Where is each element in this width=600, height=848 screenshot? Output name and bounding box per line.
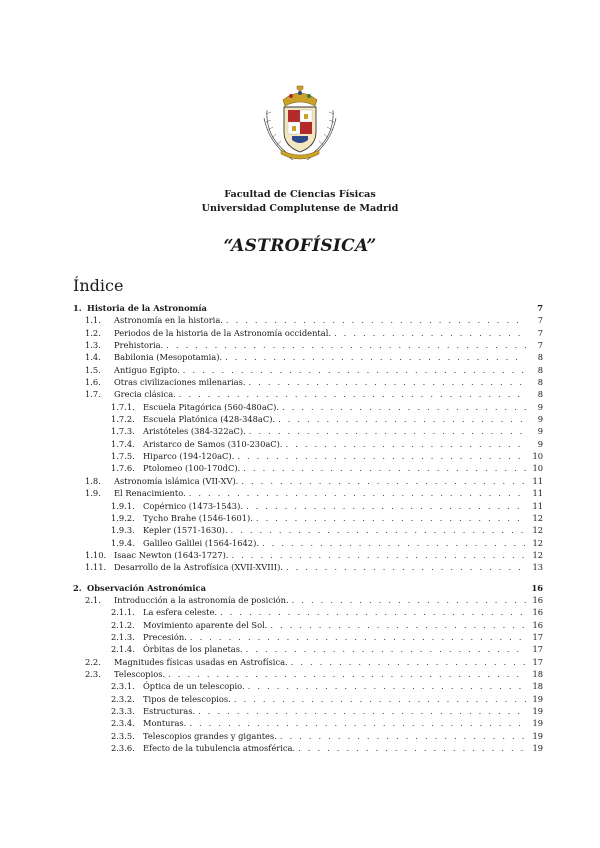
university-crest-icon	[261, 80, 339, 166]
toc-entry-number: 1.	[73, 303, 82, 313]
dot-leader	[249, 425, 526, 437]
dot-leader	[278, 413, 526, 425]
toc-entry-title: Observación Astronómica	[87, 582, 206, 593]
toc-entry-page: 12	[532, 525, 543, 536]
toc-entry-page: 19	[532, 743, 543, 754]
toc-entry-page: 7	[537, 327, 543, 338]
toc-entry-title: Prehistoria.	[114, 340, 164, 351]
toc-entry-number: 1.7.2.	[111, 414, 135, 425]
toc-entry-title: Grecia clásica.	[114, 389, 176, 400]
toc-entry-number: 1.7.	[85, 389, 101, 400]
toc-entry-title: Desarrollo de la Astrofísica (XVII-XVIII).	[114, 562, 283, 573]
table-of-contents	[73, 302, 543, 754]
university-name: Universidad Complutense de Madrid	[201, 203, 399, 214]
toc-entry-number: 1.9.	[85, 488, 101, 499]
toc-entry-page: 17	[532, 656, 543, 667]
toc-entry[interactable]	[73, 376, 543, 388]
dot-leader	[286, 561, 526, 573]
toc-entry[interactable]	[73, 705, 543, 717]
toc-entry-number: 1.9.2.	[111, 512, 135, 523]
toc-entry[interactable]	[73, 717, 543, 729]
toc-entry[interactable]	[73, 475, 543, 487]
toc-entry[interactable]	[73, 388, 543, 400]
toc-entry[interactable]	[73, 351, 543, 363]
dot-leader	[292, 594, 526, 606]
dot-leader	[237, 450, 526, 462]
dot-leader	[234, 693, 526, 705]
toc-entry[interactable]	[73, 450, 543, 462]
toc-entry-page: 17	[532, 644, 543, 655]
toc-entry-page: 9	[537, 438, 543, 449]
toc-entry-page: 9	[537, 414, 543, 425]
dot-leader	[189, 717, 526, 729]
toc-entry-number: 2.1.2.	[111, 619, 135, 630]
toc-entry-page: 7	[537, 303, 543, 313]
toc-entry[interactable]	[73, 401, 543, 413]
toc-entry-title: Hiparco (194-120aC).	[143, 451, 235, 462]
toc-chapter-entry[interactable]	[73, 582, 543, 594]
toc-entry-title: La esfera celeste.	[143, 607, 218, 618]
dot-leader	[248, 680, 526, 692]
toc-entry-title: Copérnico (1473-1543).	[143, 500, 243, 511]
toc-entry-page: 16	[532, 594, 543, 605]
toc-entry-number: 1.11.	[85, 562, 107, 573]
toc-entry-title: Kepler (1571-1630).	[143, 525, 228, 536]
toc-entry[interactable]	[73, 730, 543, 742]
toc-entry-number: 2.3.6.	[111, 743, 135, 754]
toc-entry[interactable]	[73, 549, 543, 561]
toc-chapter-entry[interactable]	[73, 302, 543, 314]
toc-entry-title: Antiguo Egipto.	[114, 364, 180, 375]
index-heading: Índice	[73, 276, 124, 295]
toc-entry-page: 11	[532, 500, 543, 511]
toc-entry-title: Escuela Platónica (428-348aC).	[143, 414, 276, 425]
toc-entry-page: 16	[532, 619, 543, 630]
toc-entry-number: 1.7.3.	[111, 426, 135, 437]
toc-entry-title: Introducción a la astronomía de posición.	[114, 594, 289, 605]
toc-entry-title: Aristarco de Samos (310-230aC).	[143, 438, 283, 449]
toc-entry-title: Otras civilizaciones milenarias.	[114, 377, 246, 388]
toc-entry[interactable]	[73, 631, 543, 643]
dot-leader	[220, 606, 526, 618]
dot-leader	[282, 401, 526, 413]
dot-leader	[256, 512, 526, 524]
toc-entry-title: Telescopios.	[114, 668, 166, 679]
toc-entry-number: 1.9.1.	[111, 500, 135, 511]
toc-entry-number: 2.3.2.	[111, 693, 135, 704]
dot-leader	[243, 462, 526, 474]
toc-entry-page: 8	[537, 389, 543, 400]
dot-leader	[262, 537, 526, 549]
toc-entry-page: 18	[532, 681, 543, 692]
toc-entry-page: 12	[532, 537, 543, 548]
toc-entry-page: 19	[532, 718, 543, 729]
toc-entry-number: 1.5.	[85, 364, 101, 375]
toc-entry-page: 18	[532, 668, 543, 679]
toc-entry-number: 2.1.3.	[111, 631, 135, 642]
dot-leader	[190, 631, 526, 643]
toc-entry-title: Periodos de la historia de la Astronomía occidental.	[114, 327, 331, 338]
toc-entry-page: 7	[537, 315, 543, 326]
toc-entry-number: 2.1.	[85, 594, 101, 605]
toc-entry[interactable]	[73, 462, 543, 474]
toc-entry-page: 8	[537, 352, 543, 363]
toc-entry-title: Ptolomeo (100-170dC).	[143, 463, 241, 474]
toc-entry-number: 2.3.	[85, 668, 101, 679]
toc-entry-title: Aristóteles (384-322aC).	[143, 426, 246, 437]
toc-entry[interactable]	[73, 500, 543, 512]
toc-entry[interactable]	[73, 742, 543, 754]
dot-leader	[166, 339, 526, 351]
toc-entry-page: 17	[532, 631, 543, 642]
toc-entry[interactable]	[73, 487, 543, 499]
toc-entry-page: 11	[532, 488, 543, 499]
toc-entry-page: 12	[532, 549, 543, 560]
toc-entry-page: 12	[532, 512, 543, 523]
toc-entry-number: 2.1.4.	[111, 644, 135, 655]
toc-entry-title: Galileo Galilei (1564-1642).	[143, 537, 259, 548]
dot-leader	[189, 487, 526, 499]
faculty-name: Facultad de Ciencias Físicas	[224, 189, 376, 200]
toc-entry[interactable]	[73, 594, 543, 606]
toc-entry-page: 7	[537, 340, 543, 351]
dot-leader	[298, 742, 526, 754]
toc-entry[interactable]	[73, 537, 543, 549]
toc-entry-title: Isaac Newton (1643-1727).	[114, 549, 229, 560]
dot-leader	[334, 327, 526, 339]
toc-entry-page: 8	[537, 364, 543, 375]
toc-entry-number: 1.1.	[85, 315, 101, 326]
dot-leader	[231, 549, 526, 561]
toc-entry-number: 1.7.1.	[111, 401, 135, 412]
toc-entry-number: 1.7.5.	[111, 451, 135, 462]
dot-leader	[286, 438, 526, 450]
toc-entry-title: Óptica de un telescopio.	[143, 681, 245, 692]
toc-entry-number: 1.10.	[85, 549, 107, 560]
toc-entry-title: Monturas.	[143, 718, 187, 729]
toc-entry-title: Tycho Brahe (1546-1601).	[143, 512, 253, 523]
toc-entry-page: 19	[532, 706, 543, 716]
toc-entry-number: 1.9.4.	[111, 537, 135, 548]
dot-leader	[246, 500, 526, 512]
toc-entry-title: El Renacimiento.	[114, 488, 186, 499]
toc-entry-title: Telescopios grandes y gigantes.	[143, 730, 277, 741]
toc-entry[interactable]	[73, 643, 543, 655]
institution-header	[0, 188, 600, 216]
toc-entry-number: 1.4.	[85, 352, 101, 363]
toc-entry-number: 1.8.	[85, 475, 101, 486]
toc-entry-page: 19	[532, 693, 543, 704]
toc-entry-number: 1.7.6.	[111, 463, 135, 474]
toc-entry[interactable]	[73, 327, 543, 339]
toc-entry-number: 2.3.4.	[111, 718, 135, 729]
toc-entry[interactable]	[73, 606, 543, 618]
dot-leader	[168, 668, 526, 680]
toc-entry-page: 10	[532, 463, 543, 474]
toc-entry-number: 1.7.4.	[111, 438, 135, 449]
toc-entry-number: 2.1.1.	[111, 607, 135, 618]
toc-entry-number: 2.3.5.	[111, 730, 135, 741]
toc-entry-number: 1.2.	[85, 327, 101, 338]
dot-leader	[249, 376, 527, 388]
dot-leader	[198, 705, 526, 717]
toc-entry-number: 1.3.	[85, 340, 101, 351]
toc-entry-page: 8	[537, 377, 543, 388]
toc-entry-title: Astronomía islámica (VII-XV).	[114, 475, 239, 486]
dot-leader	[280, 730, 526, 742]
toc-entry[interactable]	[73, 314, 543, 326]
toc-entry-page: 9	[537, 401, 543, 412]
toc-entry-title: Precesión.	[143, 631, 187, 642]
toc-entry[interactable]	[73, 438, 543, 450]
toc-entry-number: 2.2.	[85, 656, 101, 667]
toc-entry[interactable]	[73, 339, 543, 351]
toc-entry[interactable]	[73, 561, 543, 573]
dot-leader	[179, 388, 526, 400]
toc-entry[interactable]	[73, 619, 543, 631]
toc-entry-title: Órbitas de los planetas.	[143, 644, 243, 655]
dot-leader	[241, 475, 526, 487]
toc-entry-page: 11	[532, 475, 543, 486]
toc-entry[interactable]	[73, 693, 543, 705]
toc-entry-title: Babilonia (Mesopotamia).	[114, 352, 223, 363]
dot-leader	[183, 364, 526, 376]
dot-leader	[270, 619, 526, 631]
toc-entry-page: 13	[532, 562, 543, 573]
dot-leader	[226, 314, 526, 326]
toc-entry-page: 16	[532, 607, 543, 618]
toc-entry[interactable]	[73, 668, 543, 680]
document-title: “ASTROFÍSICA”	[223, 236, 377, 256]
toc-entry[interactable]	[73, 524, 543, 536]
toc-entry-number: 2.	[73, 582, 82, 593]
toc-entry-title: Estructuras.	[143, 706, 196, 716]
toc-entry-page: 19	[532, 730, 543, 741]
toc-entry-title: Efecto de la tubulencia atmosférica.	[143, 743, 296, 754]
toc-entry-title: Escuela Pitagórica (560-480aC).	[143, 401, 280, 412]
toc-entry[interactable]	[73, 425, 543, 437]
dot-leader	[231, 524, 526, 536]
toc-entry[interactable]	[73, 364, 543, 376]
dot-leader	[246, 643, 526, 655]
toc-entry-title: Historia de la Astronomía	[87, 303, 207, 313]
toc-entry-page: 9	[537, 426, 543, 437]
toc-entry[interactable]	[73, 512, 543, 524]
toc-entry-number: 1.9.3.	[111, 525, 135, 536]
toc-entry-page: 10	[532, 451, 543, 462]
toc-entry-title: Movimiento aparente del Sol.	[143, 619, 268, 630]
dot-leader	[291, 656, 526, 668]
toc-entry-page: 16	[531, 582, 543, 593]
toc-entry[interactable]	[73, 656, 543, 668]
dot-leader	[225, 351, 526, 363]
toc-entry-title: Astronomía en la historia.	[114, 315, 223, 326]
toc-entry-number: 1.6.	[85, 377, 101, 388]
toc-entry-title: Tipos de telescopios.	[143, 693, 231, 704]
toc-entry[interactable]	[73, 413, 543, 425]
toc-entry-number: 2.3.3.	[111, 706, 135, 716]
toc-entry-title: Magnitudes físicas usadas en Astrofísica.	[114, 656, 288, 667]
toc-entry-number: 2.3.1.	[111, 681, 135, 692]
toc-entry[interactable]	[73, 680, 543, 692]
